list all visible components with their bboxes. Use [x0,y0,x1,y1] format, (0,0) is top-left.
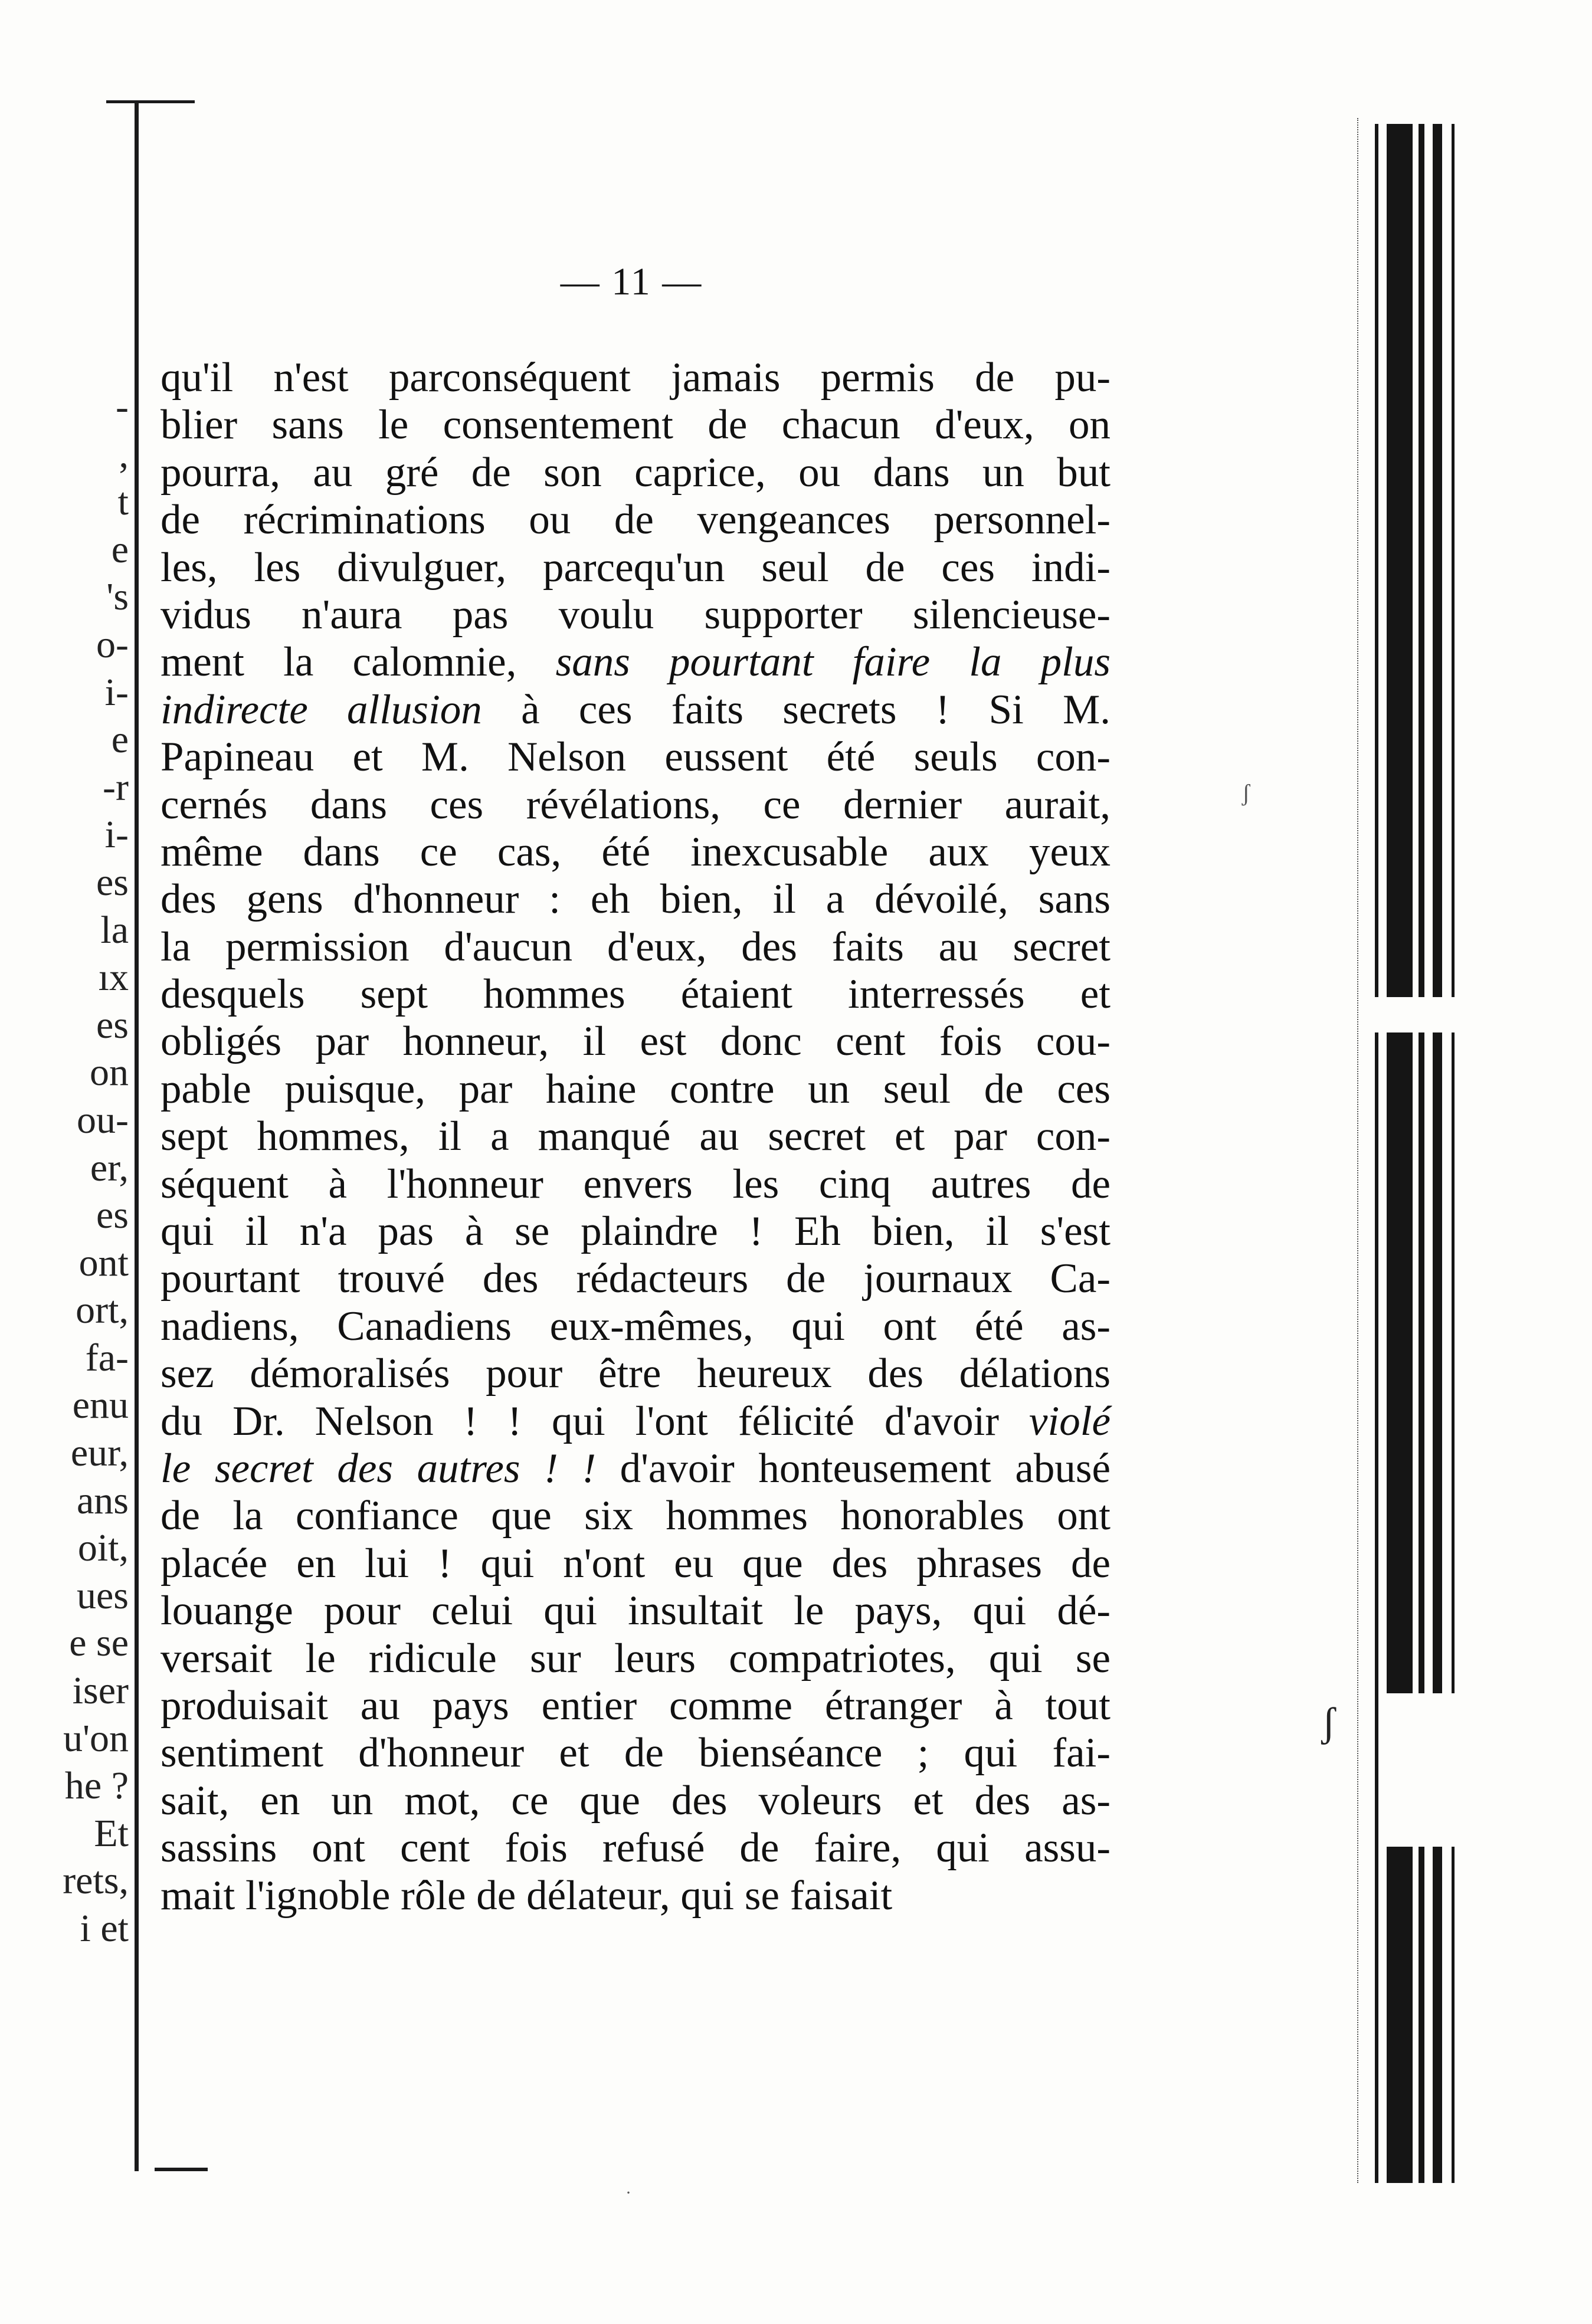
text-line [160,1682,1111,1729]
text-run: même dans ce cas, été inexcusable aux yeux [160,828,1111,875]
text-run: sassins ont cent fois refusé de faire, qui assu- [160,1825,1111,1871]
facing-fragment: iser [72,1669,129,1713]
text-line [160,1398,1111,1445]
text-run: séquent à l'honneur envers les cinq autres de [160,1161,1111,1207]
text-run: d'avoir honteusement abusé [595,1445,1111,1492]
text-line [160,1303,1111,1350]
facing-fragment: u'on [63,1716,129,1760]
facing-fragment: es [96,1003,129,1047]
facing-fragment: ort, [76,1289,129,1332]
text-line [160,828,1111,876]
facing-fragment: er, [90,1146,129,1189]
text-run: qui il n'a pas à se plaindre ! Eh bien, il s'est [160,1208,1111,1255]
text-run: des gens d'honneur : eh bien, il a dévoilé, sans [160,876,1111,923]
text-line [160,1635,1111,1682]
text-line [160,686,1111,733]
text-run: sept hommes, il a manqué au secret et par con- [160,1113,1111,1160]
text-run: desquels sept hommes étaient interressés et [160,971,1111,1018]
text-line [160,1587,1111,1634]
facing-fragment: -r [103,765,129,809]
text-run: blier sans le consentement de chacun d'eux, on [160,402,1111,448]
text-run: mait l'ignoble rôle de délateur, qui se faisait [160,1872,893,1919]
facing-fragment: on [90,1051,129,1094]
facing-fragment: la [100,908,129,952]
facing-fragment: t [117,480,129,524]
stray-mark: ʃ [1322,1700,1336,1745]
text-line [160,1350,1111,1397]
text-line [160,1113,1111,1160]
facing-fragment: ues [77,1574,129,1617]
facing-fragment: es [96,860,129,904]
text-line [160,496,1111,543]
facing-fragment: he ? [64,1764,129,1808]
text-line [160,354,1111,401]
facing-fragment: , [119,432,129,476]
text-line [160,733,1111,781]
stray-mark: · [625,2183,631,2202]
page-fold-rule [135,100,139,2171]
text-line [160,1255,1111,1302]
text-run: produisait au pays entier comme étranger à tout [160,1682,1111,1729]
text-run: du Dr. Nelson ! ! qui l'ont félicité d'avoir [160,1398,1030,1444]
facing-page-fragments [0,383,129,1953]
text-run: placée en lui ! qui n'ont eu que des phrases de [160,1540,1111,1587]
text-run: les, les divulguer, parcequ'un seul de ces indi- [160,544,1111,591]
page-number: — 11 — [560,260,703,303]
facing-fragment: ans [77,1479,129,1522]
text-line [160,1824,1111,1871]
body-text [160,354,1111,1919]
facing-fragment: i- [104,813,129,857]
text-line [160,1445,1111,1492]
text-line [160,1161,1111,1208]
text-line [160,638,1111,686]
facing-fragment: enu [72,1384,129,1427]
facing-fragment: i- [104,670,129,714]
facing-fragment: eur, [70,1431,129,1475]
text-run: obligés par honneur, il est donc cent fois cou- [160,1018,1111,1065]
facing-fragment: e se [69,1621,129,1665]
text-run: Papineau et M. Nelson eussent été seuls con- [160,734,1111,781]
italic-run: le secret des autres ! ! [160,1445,596,1492]
facing-fragment: i et [80,1907,129,1950]
text-run: à ces faits secrets ! Si M. [481,686,1111,733]
text-run: sez démoralisés pour être heureux des délations [160,1351,1111,1397]
binding-edge-dots [1357,118,1370,2183]
text-run: sentiment d'honneur et de bienséance ; qui fai- [160,1730,1111,1776]
text-line [160,1540,1111,1587]
facing-fragment: 's [106,575,129,619]
gutter-rule-bottom [155,2168,208,2171]
text-line [160,401,1111,448]
text-line [160,1777,1111,1824]
text-run: cernés dans ces révélations, ce dernier aurait, [160,781,1111,828]
text-line [160,876,1111,923]
facing-fragment: e [111,527,129,571]
text-line [160,1018,1111,1065]
italic-run: sans pourtant faire la plus [555,639,1111,686]
facing-fragment: oit, [77,1526,129,1570]
text-run: versait le ridicule sur leurs compatriotes, qui se [160,1635,1111,1681]
facing-fragment: fa- [85,1336,129,1379]
text-line [160,971,1111,1018]
stray-mark: ʃ [1242,779,1250,806]
italic-run: violé [1029,1398,1111,1444]
facing-fragment: ıx [98,956,129,999]
text-line [160,449,1111,496]
text-run: nadiens, Canadiens eux-mêmes, qui ont été as- [160,1303,1111,1349]
text-line [160,591,1111,638]
facing-fragment: ont [78,1241,129,1284]
facing-fragment: ou- [77,1098,129,1142]
text-run: vidus n'aura pas voulu supporter silencieuse- [160,591,1111,638]
text-line [160,544,1111,591]
text-run: de la confiance que six hommes honorables ont [160,1493,1111,1539]
text-run: ment la calomnie, [160,639,556,686]
text-run: pable puisque, par haine contre un seul de ces [160,1066,1111,1112]
text-run: de récriminations ou de vengeances personnel- [160,497,1111,543]
text-line [160,781,1111,828]
italic-run: indirecte allusion [160,686,482,733]
facing-fragment: - [116,385,129,428]
text-line [160,923,1111,971]
facing-fragment: es [96,1194,129,1237]
text-line [160,1729,1111,1776]
text-run: pourtant trouvé des rédacteurs de journaux Ca- [160,1256,1111,1302]
text-line [160,1066,1111,1113]
facing-fragment: o- [96,622,129,666]
binding-edge [1369,124,1472,2183]
text-line [160,1208,1111,1255]
facing-fragment: rets, [63,1859,129,1903]
text-run: pourra, au gré de son caprice, ou dans un but [160,449,1111,496]
facing-fragment: e [111,718,129,762]
text-run: sait, en un mot, ce que des voleurs et des as- [160,1777,1111,1824]
text-line [160,1872,1111,1919]
text-run: louange pour celui qui insultait le pays, qui dé- [160,1588,1111,1634]
facing-fragment: Et [94,1811,129,1855]
text-run: la permission d'aucun d'eux, des faits au secret [160,923,1111,970]
gutter-rule-top [106,100,195,103]
text-line [160,1492,1111,1539]
text-run: qu'il n'est parconséquent jamais permis de pu- [160,355,1111,401]
